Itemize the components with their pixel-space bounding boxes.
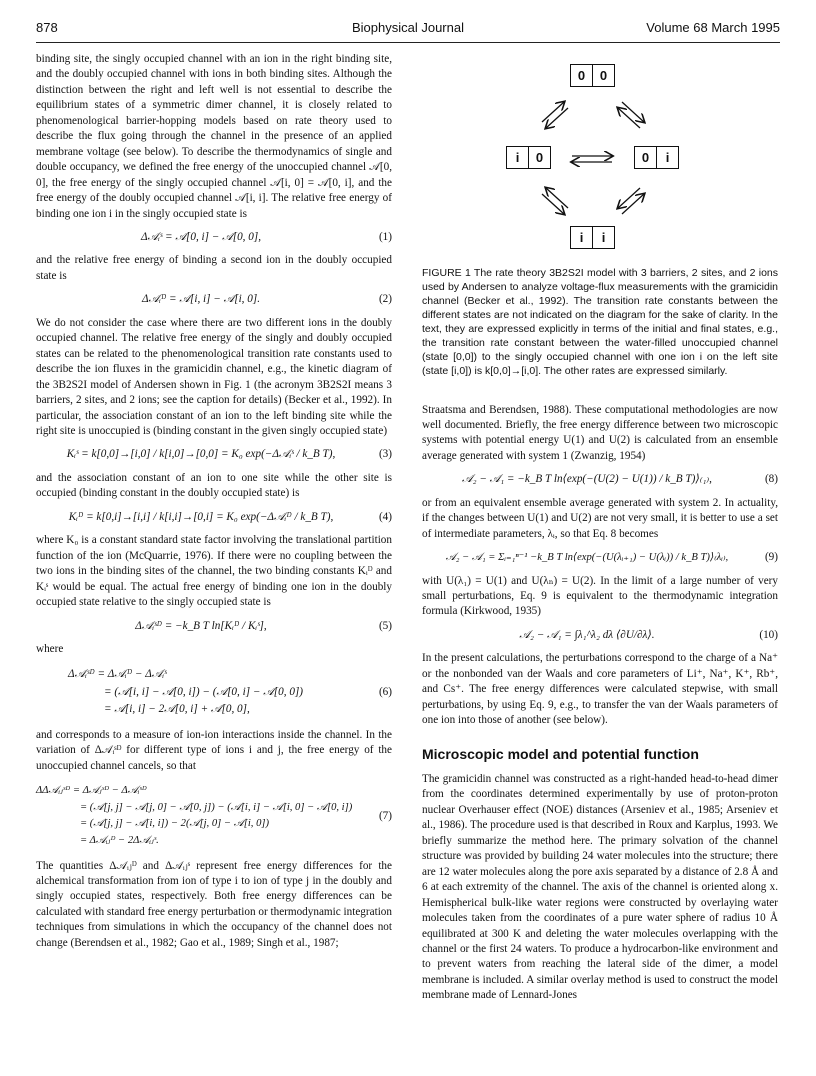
equation-line: Δ𝒜ᵢˢᴰ = Δ𝒜ᵢᴰ − Δ𝒜ᵢˢ (68, 668, 167, 681)
state-unoccupied (570, 64, 615, 87)
equation-line: = (𝒜[j, j] − 𝒜[i, i]) − 2(𝒜[j, 0] − 𝒜[i, 0]) (80, 818, 270, 830)
arrow-line (618, 188, 640, 208)
arrow-line (622, 194, 644, 214)
equation-7 (36, 782, 392, 850)
equation-number: (9) (764, 551, 778, 564)
left-column (36, 52, 392, 957)
equation-body (36, 782, 366, 850)
paragraph: The gramicidin channel was constructed as a right-handed head-to-head dimer from the coordinates determined experimentally by use of proton-proton nuclear Overhauser effect (NOE) distances (Arseniev et al., 1985; Arseniev et al., 1986). The procedure used is that described in Roux and Karplus, 1993. We briefly summarize the method here. The primary solvation of the channel structure was provided by building 24 water molecules into the structure; there are 12 water molecules along the pore axis separated by a distance of 2.8 Å and 6 at each extremity of the channel. The axis of the channel is oriented along x. Hemispherical bulk-like water regions were constructed by overlaying water molecules taken from the coordinates of a pure water sphere of radius 10 Å equilibrated at 300 K and deleting the water molecules overlapping with the channel or the first 24 waters. To produce a hydrocarbon-like environment and to prevent waters from reaching the lateral side of the dimer, a model membrane is included. A similar overlay method is used to construct the model membrane made of Lennard-Jones (422, 772, 779, 1002)
paragraph: with U(λ₁) = U(1) and U(λₙ) = U(2). In the limit of a large number of very small perturbations, Eq. 9 is equivalent to the thermodynamic integration formula (Kirkwood, 1935) (422, 574, 778, 618)
site-cell: 0 (528, 147, 550, 168)
arrow-line (618, 108, 640, 128)
arrow-line (622, 102, 644, 122)
header-rule (36, 42, 780, 43)
equation-9 (422, 550, 778, 565)
equation-line: = (𝒜[i, i] − 𝒜[0, i]) − (𝒜[0, i] − 𝒜[0, 0]) (104, 685, 304, 698)
section-heading: Microscopic model and potential function (422, 745, 699, 762)
equation-10 (422, 628, 778, 643)
paragraph: binding site, the singly occupied channel with an ion in the right binding site, and the doubly occupied channel with ions in both binding sites. Although the distinction between the right and left well is not essential to describe the equilibrium states of a symmetric dimer channel, it is closely related to phenomenological barrier-hopping models based on rate theory used to describe the flux going through the channel in the presence of an applied membrane voltage (see below). To describe the thermodynamics of single and double occupancy, we defined the free energy of the unoccupied channel 𝒜[0, 0], the free energy of the singly occupied channel 𝒜[i, 0] = 𝒜[0, i], and the free energy of the doubly occupied channel 𝒜[i, i]. The relative free energy of binding one ion i in the singly occupied state is (36, 53, 392, 220)
equation-number: (3) (378, 448, 392, 461)
issue-info: Volume 68 March 1995 (646, 20, 780, 35)
equation-body: 𝒜₂ − 𝒜₁ = ∫λ₁^λ₂ dλ ⟨∂U/∂λ⟩. (519, 628, 655, 641)
site-cell: i (579, 229, 584, 245)
paragraph: In the present calculations, the perturbations correspond to the charge of a Na⁺ or the nonbonded van der Waals and core parameters of Li⁺, Na⁺, K⁺, Rb⁺, and Cs⁺. The free energy differences were calculated stepwise, with small perturbations, by using Eq. 9, e.g., to transfer the van der Waals parameters of one ion into those of another (see below). (422, 652, 778, 727)
paragraph: where K₀ is a constant standard state factor involving the translational partition function of the ion (McQuarrie, 1976). If there were no coupling between the two ions in the binding sites of the channel, the two binding constants Kᵢᴰ and Kᵢˢ would be equal. The actual free energy of binding one ion in the doubly occupied state relative to the singly occupied state is (36, 534, 392, 609)
paragraph: and the relative free energy of binding a second ion in the doubly occupied state is (36, 254, 392, 282)
arrow-line (542, 194, 564, 214)
paragraph: and the association constant of an ion to one site while the other site is occupied (binding constant in the doubly occupied state) is (36, 471, 392, 500)
equation-4 (36, 510, 392, 525)
state-doubly-occupied (570, 226, 615, 249)
figure-caption: FIGURE 1 The rate theory 3B2S2I model with 3 barriers, 2 sites, and 2 ions used by Andersen to analyze voltage-flux measurements with the gramicidin channel (Becker et al., 1992). The transition rate constants between the different states are not indicated on the diagram for the sake of clarity. In the text, they are expressed explicitly in terms of the initial and final states, e.g., the transition rate constant between the water-filled unoccupied channel (state [0,0]) to the singly occupied channel with one ion i on the left site (state [i,0]) is k[0,0]→[i,0]. The other rates are expressed similarly. (422, 267, 778, 378)
equation-1 (36, 230, 392, 245)
equation-body: Δ𝒜ᵢᴰ = 𝒜[i, i] − 𝒜[i, 0]. (141, 293, 261, 306)
equation-number: (8) (764, 473, 778, 486)
paragraph: The quantities Δ𝒜ᵢⱼᴰ and Δ𝒜ᵢⱼˢ represent free energy differences for the alchemical transformation from ion of type i to ion of type j in the doubly and singly occupied states, respectively. Both free energy differences can be calculated with standard free energy perturbation or thermodynamic integration techniques from simulations in which the occupancy of the channel does not change (Berendsen et al., 1982; Gao et al., 1989; Singh et al., 1987; (36, 859, 392, 949)
state-right-occupied (634, 146, 679, 169)
arrow-line (546, 108, 568, 128)
equation-body: Kᵢᴰ = k[0,i]→[i,i] / k[i,i]→[0,i] = K₀ exp(−Δ𝒜ᵢᴰ / k_B T), (68, 510, 334, 523)
site-cell: i (515, 149, 520, 165)
arrow-line (546, 188, 568, 208)
arrow-line (542, 102, 564, 122)
equation-number: (2) (378, 293, 392, 306)
equation-6 (36, 665, 392, 719)
equation-number: (7) (378, 809, 392, 822)
right-column (422, 52, 778, 1010)
equation-line: = Δ𝒜ᵢⱼᴰ − 2Δ𝒜ᵢⱼˢ. (80, 834, 159, 846)
equation-number: (4) (378, 510, 392, 523)
figure-1-diagram (422, 56, 778, 258)
site-cell: 0 (592, 65, 614, 86)
site-cell: 0 (641, 149, 650, 165)
equation-body: Δ𝒜ᵢˢᴰ = −k_B T ln[Kᵢᴰ / Kᵢˢ], (135, 619, 267, 632)
equation-number: (6) (378, 685, 392, 698)
paragraph: where (36, 642, 64, 655)
paragraph: and corresponds to a measure of ion-ion interactions inside the channel. In the variation of Δ𝒜ᵢˢᴰ for different type of ions i and j, the free energy of the unoccupied channel cancels, so that (36, 728, 392, 772)
paragraph: or from an equivalent ensemble average generated with system 2. In actuality, if the changes between U(1) and U(2) are not very small, it is better to use a set of intermediate parameters, λᵢ, so that Eq. 8 becomes (422, 496, 778, 540)
equation-line: = 𝒜[i, i] − 2𝒜[0, i] + 𝒜[0, 0], (104, 703, 250, 716)
journal-name: Biophysical Journal (351, 20, 464, 35)
equation-2 (36, 292, 392, 307)
equation-line: ΔΔ𝒜ᵢⱼˢᴰ = Δ𝒜ⱼˢᴰ − Δ𝒜ᵢˢᴰ (36, 785, 147, 797)
equation-body: 𝒜₂ − 𝒜₁ = −k_B T ln⟨exp(−(U(2) − U(1)) / k_B T)⟩₍₁₎, (462, 473, 712, 486)
site-cell: i (656, 147, 678, 168)
state-left-occupied (506, 146, 551, 169)
equation-8 (422, 472, 778, 487)
equation-body (36, 665, 366, 719)
equation-line: = (𝒜[j, j] − 𝒜[j, 0] − 𝒜[0, j]) − (𝒜[i, i] − 𝒜[i, 0] − 𝒜[0, i]) (80, 801, 353, 813)
equation-number: (10) (759, 628, 778, 641)
paragraph: We do not consider the case where there are two different ions in the doubly occupied channel. The relative free energy of the singly and doubly occupied states can be related to the phenomenological transition rate constants used to describe the ion fluxes in the gramicidin channel, e.g., the kinetic diagram of the 3B2S2I model of Andersen shown in Fig. 1 (the acronym 3B2S2I means 3 barriers, 2 sites, and 2 ions; see the caption for details) (Becker et al., 1992). In particular, the association constant of an ion to the left binding site while the right site is unoccupied is (binding constant in the given singly occupied state) (36, 316, 392, 437)
page-number: 878 (36, 20, 58, 35)
equation-number: (5) (378, 619, 392, 632)
equation-5 (36, 619, 392, 634)
paragraph: Straatsma and Berendsen, 1988). These computational methodologies are now well documented. Briefly, the free energy difference between two microscopic systems with potential energy U(1) and U(2) is calculated from an ensemble average generated with system 1 (Zwanzig, 1954) (422, 403, 778, 462)
equation-body: Δ𝒜ᵢˢ = 𝒜[0, i] − 𝒜[0, 0], (140, 230, 262, 243)
page-header (36, 20, 780, 38)
equation-3 (36, 447, 392, 462)
equation-number: (1) (378, 230, 392, 243)
site-cell: i (592, 227, 614, 248)
equation-body: Kᵢˢ = k[0,0]→[i,0] / k[i,0]→[0,0] = K₀ exp(−Δ𝒜ᵢˢ / k_B T), (66, 448, 336, 461)
site-cell: 0 (577, 67, 586, 83)
equation-body: 𝒜₂ − 𝒜₁ = Σᵢ₌₁ⁿ⁻¹ −k_B T ln⟨exp(−(U(λᵢ₊₁) − U(λᵢ)) / k_B T)⟩₍λᵢ₎, (445, 551, 729, 563)
